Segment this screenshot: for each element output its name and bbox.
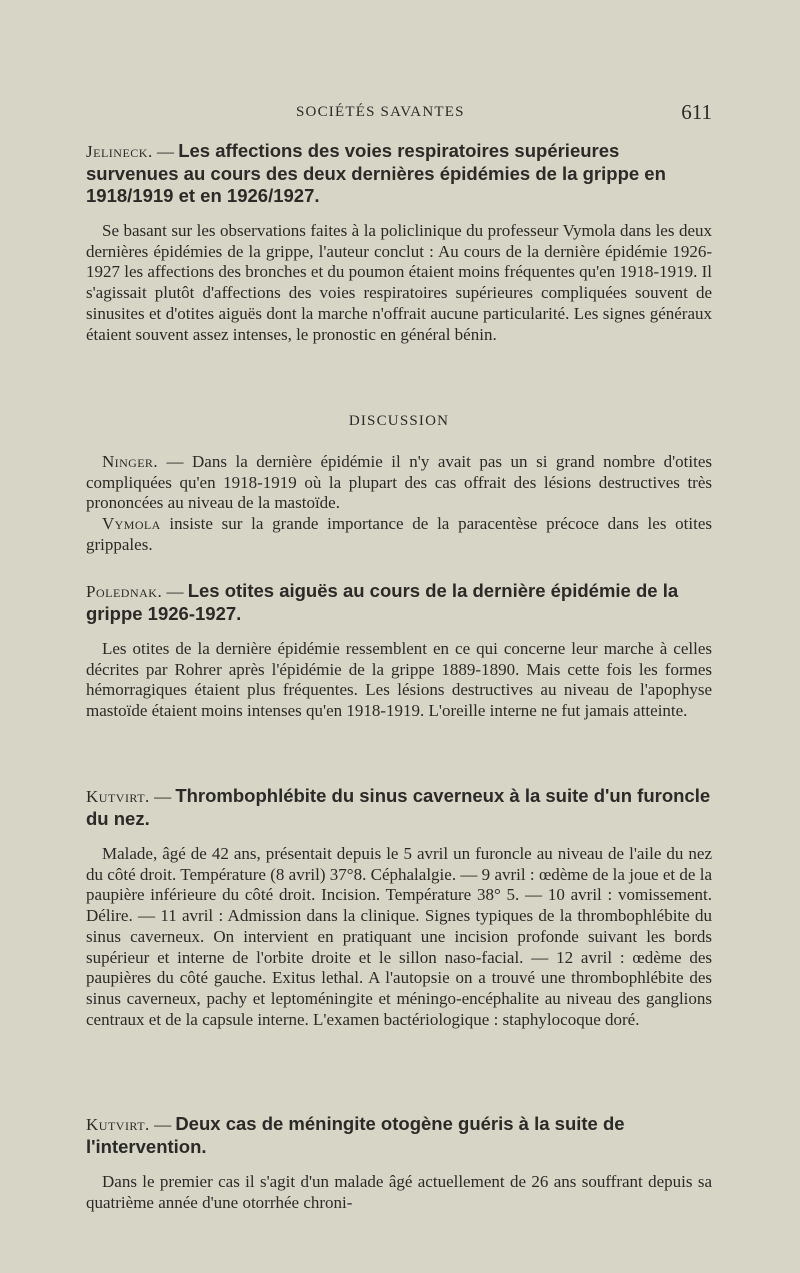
page-number: 611 [681,100,712,124]
article-paragraph: Dans le premier cas il s'agit d'un malade âgé actuellement de 26 ans souffrant depuis sa quatrième année d'une otorrhée chroni- [86,1172,712,1212]
discussion-text: insiste sur la grande importance de la paracentèse précoce dans les otites grippales. [86,514,712,554]
article-author: Polednak. [86,582,163,601]
heading-dash: — [149,1115,176,1134]
discussion-author: Vymola [102,514,161,534]
article-kutvirt-1 [86,785,712,1030]
article-polednak [86,580,712,722]
article-paragraph: Les otites de la dernière épidémie ressemblent en ce qui concerne leur marche à celles décrites par Rohrer après l'épidémie de la grippe 1889-1890. Mais cette fois les formes hémorragiques étaient plus fréquentes. Les lésions destructives au niveau de l'apophyse mastoïde étaient moins intenses qu'en 1918-1919. L'oreille interne ne fut jamais atteinte. [86,639,712,721]
article-heading [86,785,712,830]
article-kutvirt-2 [86,1113,712,1213]
discussion-author: Ninger. [102,452,158,471]
article-paragraph: Se basant sur les observations faites à la policlinique du professeur Vymola dans les deux dernières épidémies de la grippe, l'auteur conclut : Au cours de la dernière épidémie 1926-1927 les affections des bronches et du poumon étaient moins fréquentes qu'en 1918-1919. Il s'agissait plutôt d'affections des voies respiratoires supérieures compliquées souvent de sinusites et d'otites aiguës dont la marche n'offrait aucune particularité. Les signes généraux étaient souvent assez intenses, le pronostic en général bénin. [86,221,712,344]
discussion-text: — Dans la dernière épidémie il n'y avait pas un si grand nombre d'otites compliquées qu'en 1918-1919 où la plupart des cas offrait des lésions destructives très prononcées au niveau de la mastoïde. [86,452,712,513]
heading-dash: — [162,582,188,601]
discussion-entries [86,452,712,556]
discussion-entry [86,452,712,514]
article-jelineck [86,140,712,345]
article-heading [86,1113,712,1158]
article-title: Les otites aiguës au cours de la dernière épidémie de la grippe 1926-1927. [86,580,679,624]
article-title: Thrombophlébite du sinus caverneux à la suite d'un furoncle du nez. [86,785,711,829]
article-title: Les affections des voies respiratoires supérieures survenues au cours des deux dernières épidémies de la grippe en 1918/1919 et en 1926/1927. [86,140,666,206]
running-title: SOCIÉTÉS SAVANTES [296,104,465,120]
article-heading [86,580,712,625]
discussion-entry [86,514,712,555]
article-heading [86,140,712,207]
article-paragraph: Malade, âgé de 42 ans, présentait depuis le 5 avril un furoncle au niveau de l'aile du nez du côté droit. Température (8 avril) 37°8. Céphalalgie. — 9 avril : œdème de la joue et de la paupière inférieure du côté droit. Incision. Température 38° 5. — 10 avril : vomissement. Délire. — 11 avril : Admission dans la clinique. Signes typiques de la thrombophlébite du sinus caverneux. On intervient en pratiquant une incision profonde suivant les bords supérieur et interne de l'orbite droite et le sillon naso-facial. — 12 avril : œdème des paupières du côté gauche. Exitus lethal. A l'autopsie on a trouvé une thrombophlébite des sinus caverneux, pachy et leptoméningite et méningo-encéphalite au niveau des ganglions centraux et de la capsule interne. L'examen bactériologique : staphylocoque doré. [86,844,712,1029]
discussion-heading: DISCUSSION [348,413,450,429]
article-title: Deux cas de méningite otogène guéris à la suite de l'intervention. [86,1113,625,1157]
article-author: Kutvirt. [86,1115,150,1134]
heading-dash: — [152,142,179,161]
article-author: Jelineck. [86,142,153,161]
heading-dash: — [149,787,176,806]
article-author: Kutvirt. [86,787,150,806]
running-head [86,100,712,126]
